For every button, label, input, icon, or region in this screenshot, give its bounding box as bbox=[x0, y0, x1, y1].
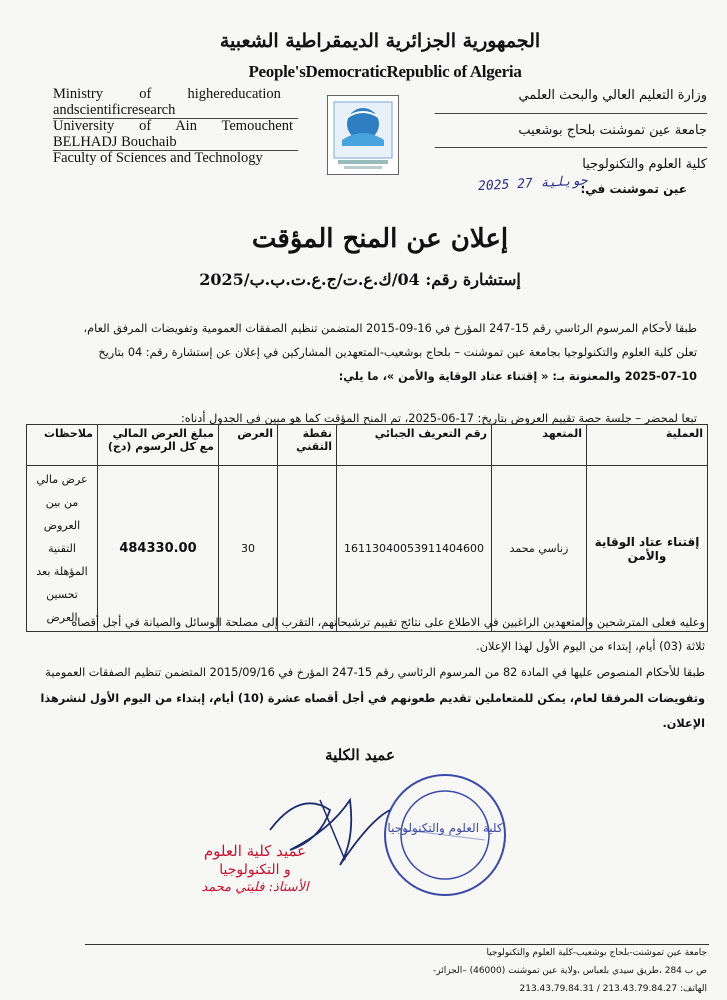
header-divider bbox=[435, 147, 707, 148]
ministry-english-line2: andscientificresearch bbox=[53, 102, 176, 118]
footer-address: ص ب 284 ،طريق سيدي بلعباس ،ولاية عين تموشنت (46000) –الجزائر- bbox=[433, 966, 707, 976]
col-offer: العرض bbox=[219, 425, 278, 466]
col-notes: ملاحظات bbox=[27, 425, 98, 466]
faculty-arabic: كلية العلوم والتكنولوجيا bbox=[582, 157, 707, 172]
ministry-arabic: وزارة التعليم العالي والبحث العلمي bbox=[518, 88, 707, 103]
university-logo bbox=[327, 95, 399, 175]
announcement-paragraph-end: 2025-07-10 والمعنونة بـ: « إقتناء عتاد الوقاية والأمن »، ما يلي: bbox=[338, 370, 697, 383]
university-english: University of Ain Temouchent bbox=[53, 118, 293, 134]
table-header-row bbox=[27, 425, 708, 466]
table-row bbox=[27, 466, 708, 632]
review-notice: وعليه فعلى المترشحين والمتعهدين الراغبين في الاطلاع على نتائج تقييم ترشيحاتهم، التقرب إلى مصلحة الوسائل والصيانة في أجل أقصاه bbox=[71, 616, 705, 629]
dean-label: عميد الكلية bbox=[325, 746, 395, 764]
legal-reference-paragraph: طبقا لأحكام المرسوم الرئاسي رقم 15-247 المؤرخ في 16-09-2015 المتضمن تنظيم الصفقات العمومية وتفويضات المرفق العام، bbox=[83, 322, 697, 335]
footer-institution: جامعة عين تموشنت-بلحاج بوشعيب-كلية العلوم والتكنولوجيا bbox=[486, 948, 707, 958]
announcement-paragraph: تعلن كلية العلوم والتكنولوجيا بجامعة عين تموشنت – بلحاج بوشعيب-المتعهدين المشاركين في إعلان عن إستشارة رقم: 04 بتاريخ bbox=[98, 346, 697, 359]
table-intro: تبعا لمحضر – جلسة حصة تقييم العروض بتاريخ: 17-06-2025، تم المنح المؤقت كما هو مبين في الجدول أدناه: bbox=[181, 412, 697, 425]
award-table bbox=[26, 424, 708, 632]
footer-divider bbox=[85, 944, 709, 945]
cell-offer: 30 bbox=[219, 466, 278, 632]
stamp-title-line2: و التكنولوجيا bbox=[219, 862, 291, 878]
col-tech-score: نقطة التقني bbox=[278, 425, 337, 466]
appeal-notice-end: وتفويضات المرفقا لعام، يمكن للمتعاملين تقديم طعونهم في أجل أقصاه عشرة (10) أيام، إبتداء من اليوم الأول لنشرهذا الإعلان. bbox=[40, 692, 705, 730]
republic-title-arabic: الجمهورية الجزائرية الديمقراطية الشعبية bbox=[219, 30, 541, 52]
date-stamp: 2025 جويلية 27 bbox=[477, 173, 588, 195]
cell-amount: 484330.00 bbox=[98, 466, 219, 632]
review-notice-end: ثلاثة (03) أيام، إبتداء من اليوم الأول لهذا الإعلان. bbox=[476, 640, 705, 653]
seal-text: كلية العلوم والتكنولوجيا bbox=[387, 821, 503, 835]
col-tax-id: رقم التعريف الجبائي bbox=[337, 425, 492, 466]
cell-notes: عرض مالي من بين العروض التقنية المؤهلة بعد تحسين العرض bbox=[27, 466, 98, 632]
cell-operation: إقتناء عتاد الوقاية والأمن bbox=[587, 466, 708, 632]
university-arabic: جامعة عين تموشنت بلحاج بوشعيب bbox=[518, 123, 707, 138]
faculty-english: Faculty of Sciences and Technology bbox=[53, 150, 263, 166]
announcement-title: إعلان عن المنح المؤقت bbox=[251, 224, 509, 254]
col-amount: مبلغ العرض المالي مع كل الرسوم (دج) bbox=[98, 425, 219, 466]
col-bidder: المتعهد bbox=[492, 425, 587, 466]
ministry-english: Ministry of highereducation bbox=[53, 86, 281, 102]
consultation-number: إستشارة رقم: 04/ك.ع.ت/ج.ع.ت.ب.ب/2025 bbox=[199, 270, 521, 289]
place-date-label: عين تموشنت في: bbox=[580, 182, 687, 196]
stamp-dean-name: الأستاذ: فليتي محمد bbox=[201, 880, 309, 895]
appeal-notice: طبقا للأحكام المنصوص عليها في المادة 82 من المرسوم الرئاسي رقم 15-247 المؤرخ في 2015/09/16 المتضمن تنظيم الصفقات العمومية bbox=[45, 666, 705, 679]
republic-title-english: People'sDemocraticRepublic of Algeria bbox=[248, 62, 522, 81]
stamp-title-line1: عميد كلية العلوم bbox=[203, 842, 307, 860]
cell-bidder: زناسي محمد bbox=[492, 466, 587, 632]
cell-tax-id: 16113040053911404600 bbox=[337, 466, 492, 632]
footer-phone: الهاتف: 213.43.79.84.27 / 213.43.79.84.31 bbox=[519, 984, 707, 994]
university-english-line2: BELHADJ Bouchaib bbox=[53, 134, 177, 150]
header-divider bbox=[435, 113, 707, 114]
cell-tech-score bbox=[278, 466, 337, 632]
col-operation: العملية bbox=[587, 425, 708, 466]
